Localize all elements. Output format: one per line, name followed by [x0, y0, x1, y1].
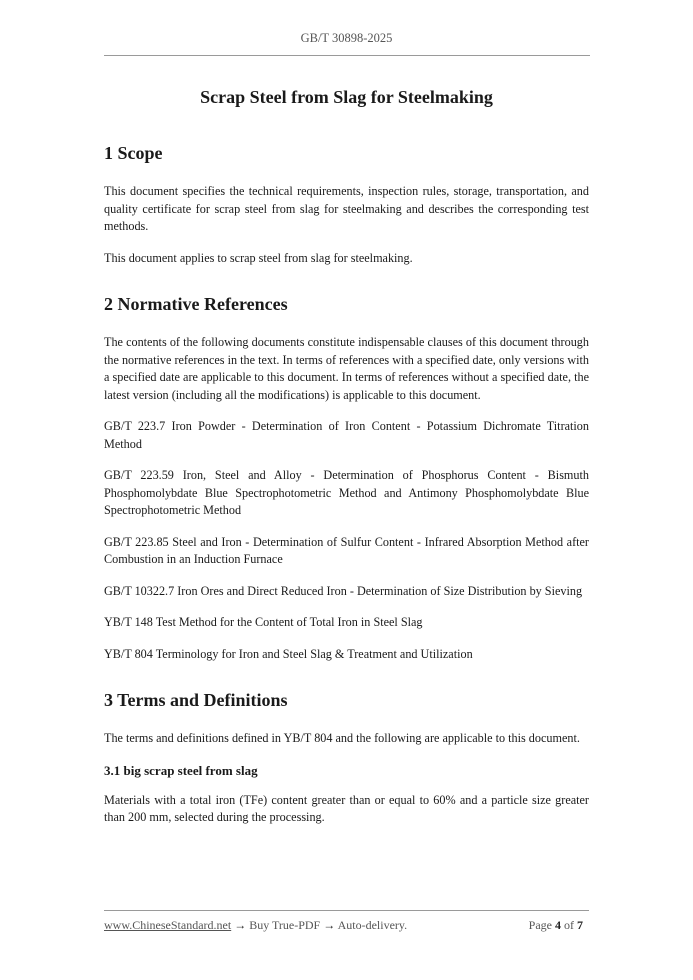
auto-delivery-text: Auto-delivery.	[337, 918, 408, 932]
total-pages-number: 7	[577, 918, 583, 932]
reference-item: YB/T 148 Test Method for the Content of Total Iron in Steel Slag	[104, 615, 423, 629]
section-heading-normative-references: 2 Normative References	[104, 294, 288, 314]
current-page-number: 4	[555, 918, 561, 932]
footer-rule	[104, 910, 589, 911]
reference-item: GB/T 223.59 Iron, Steel and Alloy - Determination of Phosphorus Content - Bismuth Phosphomolybdate Blue Spectrophotometric Method and Antimony Phosphomolybdate Blue Spectrophotometric Method	[104, 468, 589, 517]
running-header: GB/T 30898-2025	[300, 31, 393, 45]
reference-item: GB/T 223.7 Iron Powder - Determination of Iron Content - Potassium Dichromate Titration Method	[104, 419, 589, 451]
of-label: of	[564, 918, 574, 932]
footer-links	[104, 918, 407, 933]
site-link[interactable]: www.ChineseStandard.net	[104, 918, 232, 932]
header-rule	[104, 55, 590, 56]
buy-pdf-link[interactable]: Buy True-PDF	[249, 918, 321, 932]
page-number	[529, 918, 583, 933]
page-label: Page	[528, 918, 552, 932]
section-heading-terms-and-definitions: 3 Terms and Definitions	[104, 690, 288, 710]
reference-item: YB/T 804 Terminology for Iron and Steel Slag & Treatment and Utilization	[104, 646, 473, 661]
reference-item: GB/T 223.85 Steel and Iron - Determination of Sulfur Content - Infrared Absorption Method after Combustion in an Induction Furnace	[104, 534, 589, 566]
paragraph: This document specifies the technical requirements, inspection rules, storage, transportation, and quality certificate for scrap steel from slag for steelmaking and describes the corresponding test methods.	[104, 184, 589, 233]
document-title: Scrap Steel from Slag for Steelmaking	[200, 87, 493, 107]
section-heading-scope: 1 Scope	[104, 143, 163, 163]
paragraph: This document applies to scrap steel from slag for steelmaking.	[104, 250, 413, 265]
arrow-icon: →	[234, 918, 247, 932]
definition-paragraph: Materials with a total iron (TFe) content greater than or equal to 60% and a particle size greater than 200 mm, selected during the processing.	[104, 792, 589, 824]
reference-item: GB/T 10322.7 Iron Ores and Direct Reduced Iron - Determination of Size Distribution by Sieving	[104, 583, 583, 598]
subsection-heading: 3.1 big scrap steel from slag	[104, 762, 258, 778]
page-content	[104, 84, 589, 827]
arrow-icon: →	[323, 918, 336, 932]
paragraph: The terms and definitions defined in YB/T 804 and the following are applicable to this document.	[104, 731, 580, 745]
paragraph: The contents of the following documents constitute indispensable clauses of this document through the normative references in the text. In terms of references with a specified date, only versions with a specified date are applicable to this document. In terms of references without a specified date, the latest version (including all the modifications) is applicable to this document.	[104, 335, 589, 402]
